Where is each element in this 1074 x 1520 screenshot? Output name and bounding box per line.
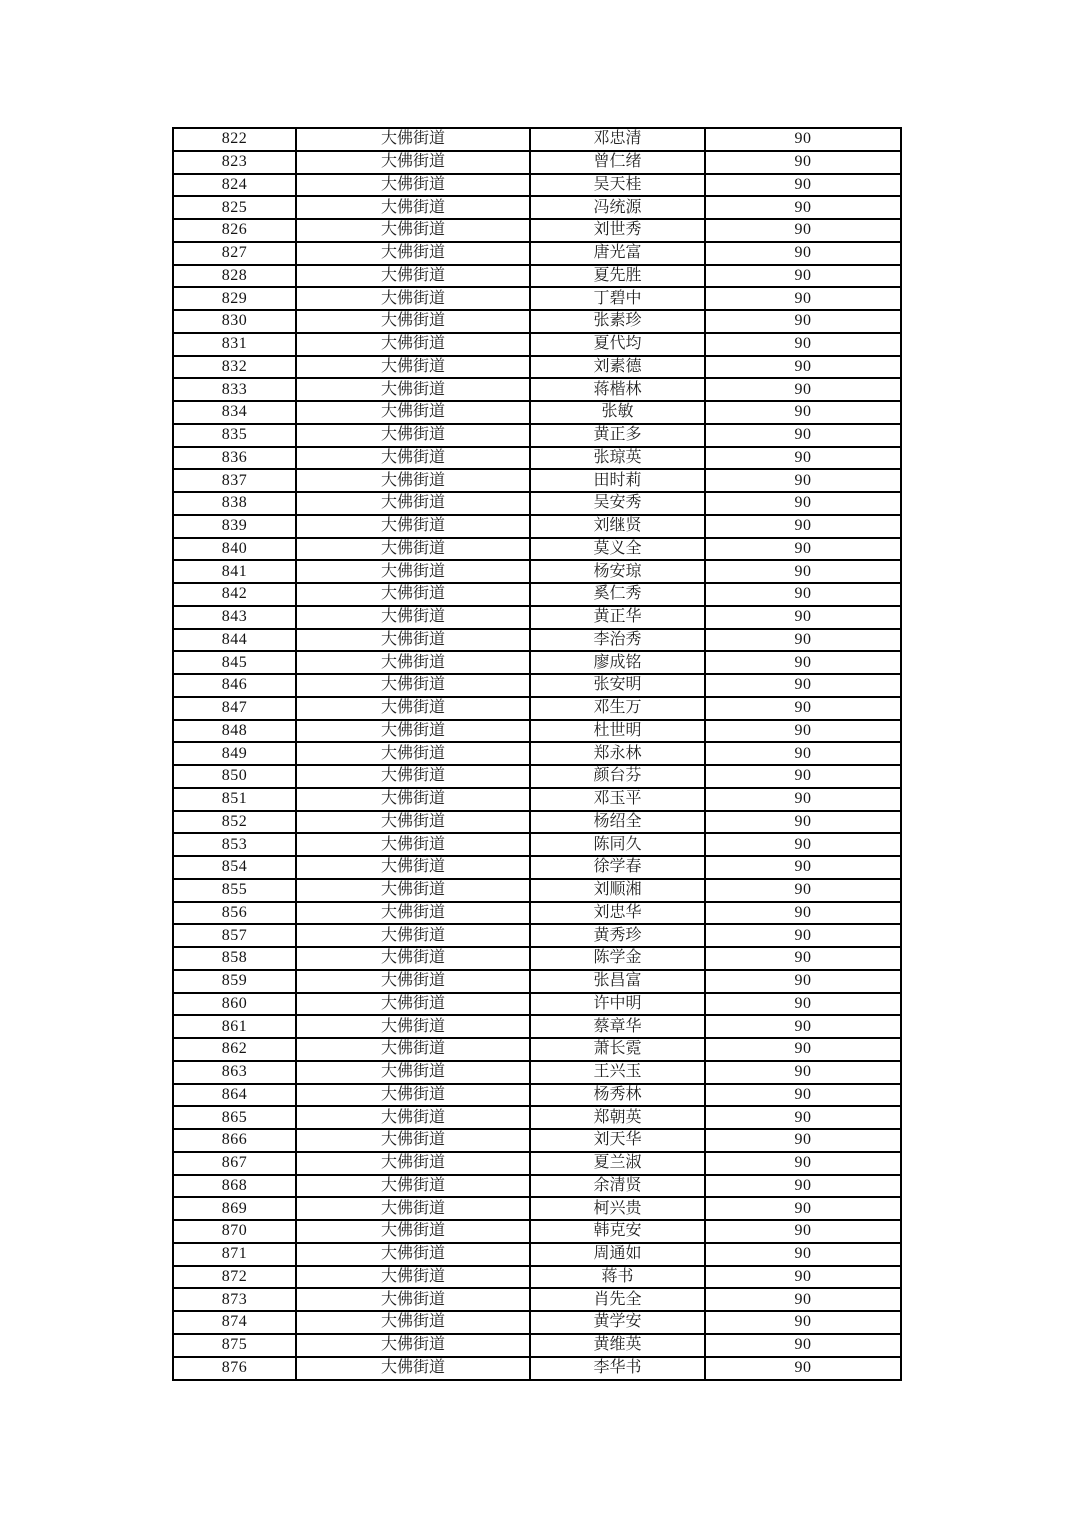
table-row bbox=[173, 1334, 901, 1357]
score-cell: 90 bbox=[705, 1152, 901, 1175]
score-cell: 90 bbox=[705, 265, 901, 288]
street-cell: 大佛街道 bbox=[296, 1084, 530, 1107]
table-row bbox=[173, 447, 901, 470]
name-cell: 杨安琼 bbox=[530, 560, 705, 583]
name-cell: 许中明 bbox=[530, 993, 705, 1016]
score-cell: 90 bbox=[705, 1175, 901, 1198]
table-row bbox=[173, 1266, 901, 1289]
name-cell: 柯兴贵 bbox=[530, 1197, 705, 1220]
name-cell: 邓玉平 bbox=[530, 788, 705, 811]
street-cell: 大佛街道 bbox=[296, 1220, 530, 1243]
score-cell: 90 bbox=[705, 720, 901, 743]
no-cell: 833 bbox=[173, 378, 296, 401]
score-cell: 90 bbox=[705, 1220, 901, 1243]
name-cell: 廖成铭 bbox=[530, 651, 705, 674]
score-cell: 90 bbox=[705, 583, 901, 606]
score-cell: 90 bbox=[705, 447, 901, 470]
score-cell: 90 bbox=[705, 1357, 901, 1381]
score-cell: 90 bbox=[705, 697, 901, 720]
street-cell: 大佛街道 bbox=[296, 242, 530, 265]
street-cell: 大佛街道 bbox=[296, 174, 530, 197]
no-cell: 853 bbox=[173, 833, 296, 856]
street-cell: 大佛街道 bbox=[296, 310, 530, 333]
score-cell: 90 bbox=[705, 560, 901, 583]
score-cell: 90 bbox=[705, 151, 901, 174]
score-cell: 90 bbox=[705, 469, 901, 492]
street-cell: 大佛街道 bbox=[296, 1106, 530, 1129]
street-cell: 大佛街道 bbox=[296, 492, 530, 515]
name-cell: 刘素德 bbox=[530, 356, 705, 379]
score-cell: 90 bbox=[705, 242, 901, 265]
score-cell: 90 bbox=[705, 1243, 901, 1266]
score-cell: 90 bbox=[705, 424, 901, 447]
score-cell: 90 bbox=[705, 401, 901, 424]
no-cell: 846 bbox=[173, 674, 296, 697]
street-cell: 大佛街道 bbox=[296, 833, 530, 856]
table-row bbox=[173, 1129, 901, 1152]
name-cell: 杨秀林 bbox=[530, 1084, 705, 1107]
no-cell: 825 bbox=[173, 196, 296, 219]
name-cell: 邓生万 bbox=[530, 697, 705, 720]
street-cell: 大佛街道 bbox=[296, 1061, 530, 1084]
no-cell: 855 bbox=[173, 879, 296, 902]
street-cell: 大佛街道 bbox=[296, 1152, 530, 1175]
street-cell: 大佛街道 bbox=[296, 1129, 530, 1152]
name-cell: 黄学安 bbox=[530, 1311, 705, 1334]
street-cell: 大佛街道 bbox=[296, 765, 530, 788]
score-cell: 90 bbox=[705, 1038, 901, 1061]
name-cell: 莫义全 bbox=[530, 538, 705, 561]
name-cell: 黄秀珍 bbox=[530, 924, 705, 947]
name-cell: 曾仁绪 bbox=[530, 151, 705, 174]
table-row bbox=[173, 651, 901, 674]
street-cell: 大佛街道 bbox=[296, 811, 530, 834]
table-row bbox=[173, 1038, 901, 1061]
no-cell: 838 bbox=[173, 492, 296, 515]
table-row bbox=[173, 1357, 901, 1381]
street-cell: 大佛街道 bbox=[296, 515, 530, 538]
table-row bbox=[173, 196, 901, 219]
score-cell: 90 bbox=[705, 492, 901, 515]
score-cell: 90 bbox=[705, 606, 901, 629]
table-row bbox=[173, 583, 901, 606]
table-row bbox=[173, 1243, 901, 1266]
street-cell: 大佛街道 bbox=[296, 924, 530, 947]
no-cell: 843 bbox=[173, 606, 296, 629]
street-cell: 大佛街道 bbox=[296, 1015, 530, 1038]
street-cell: 大佛街道 bbox=[296, 1243, 530, 1266]
table-row bbox=[173, 356, 901, 379]
table-row bbox=[173, 1175, 901, 1198]
score-cell: 90 bbox=[705, 811, 901, 834]
no-cell: 822 bbox=[173, 128, 296, 151]
table-row bbox=[173, 856, 901, 879]
street-cell: 大佛街道 bbox=[296, 651, 530, 674]
table-row bbox=[173, 492, 901, 515]
street-cell: 大佛街道 bbox=[296, 902, 530, 925]
table-row bbox=[173, 378, 901, 401]
table-row bbox=[173, 401, 901, 424]
no-cell: 840 bbox=[173, 538, 296, 561]
table-row bbox=[173, 1220, 901, 1243]
table-row bbox=[173, 128, 901, 151]
table-row bbox=[173, 720, 901, 743]
table-row bbox=[173, 174, 901, 197]
no-cell: 862 bbox=[173, 1038, 296, 1061]
table-row bbox=[173, 833, 901, 856]
score-cell: 90 bbox=[705, 1015, 901, 1038]
table-row bbox=[173, 1197, 901, 1220]
street-cell: 大佛街道 bbox=[296, 970, 530, 993]
no-cell: 848 bbox=[173, 720, 296, 743]
no-cell: 863 bbox=[173, 1061, 296, 1084]
score-cell: 90 bbox=[705, 219, 901, 242]
no-cell: 850 bbox=[173, 765, 296, 788]
no-cell: 873 bbox=[173, 1288, 296, 1311]
no-cell: 834 bbox=[173, 401, 296, 424]
score-cell: 90 bbox=[705, 538, 901, 561]
score-cell: 90 bbox=[705, 1084, 901, 1107]
name-cell: 夏先胜 bbox=[530, 265, 705, 288]
score-cell: 90 bbox=[705, 196, 901, 219]
name-cell: 邓忠清 bbox=[530, 128, 705, 151]
name-cell: 蒋书 bbox=[530, 1266, 705, 1289]
table-row bbox=[173, 151, 901, 174]
score-cell: 90 bbox=[705, 788, 901, 811]
no-cell: 845 bbox=[173, 651, 296, 674]
score-cell: 90 bbox=[705, 310, 901, 333]
table-row bbox=[173, 287, 901, 310]
score-cell: 90 bbox=[705, 1288, 901, 1311]
name-cell: 冯统源 bbox=[530, 196, 705, 219]
street-cell: 大佛街道 bbox=[296, 606, 530, 629]
no-cell: 835 bbox=[173, 424, 296, 447]
name-cell: 吴安秀 bbox=[530, 492, 705, 515]
score-cell: 90 bbox=[705, 902, 901, 925]
score-cell: 90 bbox=[705, 947, 901, 970]
table-row bbox=[173, 788, 901, 811]
name-cell: 张琼英 bbox=[530, 447, 705, 470]
no-cell: 857 bbox=[173, 924, 296, 947]
no-cell: 867 bbox=[173, 1152, 296, 1175]
score-cell: 90 bbox=[705, 742, 901, 765]
no-cell: 836 bbox=[173, 447, 296, 470]
name-cell: 周通如 bbox=[530, 1243, 705, 1266]
name-cell: 王兴玉 bbox=[530, 1061, 705, 1084]
table-row bbox=[173, 674, 901, 697]
no-cell: 824 bbox=[173, 174, 296, 197]
table-row bbox=[173, 811, 901, 834]
name-cell: 蔡章华 bbox=[530, 1015, 705, 1038]
name-cell: 唐光富 bbox=[530, 242, 705, 265]
name-cell: 黄正华 bbox=[530, 606, 705, 629]
table-row bbox=[173, 242, 901, 265]
table-row bbox=[173, 1015, 901, 1038]
no-cell: 829 bbox=[173, 287, 296, 310]
score-cell: 90 bbox=[705, 287, 901, 310]
score-cell: 90 bbox=[705, 924, 901, 947]
score-cell: 90 bbox=[705, 765, 901, 788]
table-row bbox=[173, 333, 901, 356]
name-cell: 张敏 bbox=[530, 401, 705, 424]
score-cell: 90 bbox=[705, 1061, 901, 1084]
score-cell: 90 bbox=[705, 1129, 901, 1152]
score-cell: 90 bbox=[705, 856, 901, 879]
street-cell: 大佛街道 bbox=[296, 219, 530, 242]
table-row bbox=[173, 538, 901, 561]
street-cell: 大佛街道 bbox=[296, 356, 530, 379]
no-cell: 826 bbox=[173, 219, 296, 242]
table-row bbox=[173, 742, 901, 765]
name-cell: 郑朝英 bbox=[530, 1106, 705, 1129]
table-row bbox=[173, 1288, 901, 1311]
no-cell: 852 bbox=[173, 811, 296, 834]
table-row bbox=[173, 902, 901, 925]
no-cell: 859 bbox=[173, 970, 296, 993]
no-cell: 866 bbox=[173, 1129, 296, 1152]
table-row bbox=[173, 560, 901, 583]
name-cell: 徐学春 bbox=[530, 856, 705, 879]
name-cell: 刘继贤 bbox=[530, 515, 705, 538]
name-cell: 田时莉 bbox=[530, 469, 705, 492]
name-cell: 郑永林 bbox=[530, 742, 705, 765]
name-cell: 张昌富 bbox=[530, 970, 705, 993]
table-row bbox=[173, 265, 901, 288]
score-cell: 90 bbox=[705, 1311, 901, 1334]
no-cell: 849 bbox=[173, 742, 296, 765]
name-cell: 刘天华 bbox=[530, 1129, 705, 1152]
table-row bbox=[173, 1084, 901, 1107]
street-cell: 大佛街道 bbox=[296, 287, 530, 310]
no-cell: 851 bbox=[173, 788, 296, 811]
table-row bbox=[173, 310, 901, 333]
street-cell: 大佛街道 bbox=[296, 879, 530, 902]
name-cell: 蒋楷林 bbox=[530, 378, 705, 401]
no-cell: 874 bbox=[173, 1311, 296, 1334]
table-row bbox=[173, 219, 901, 242]
no-cell: 868 bbox=[173, 1175, 296, 1198]
table-row bbox=[173, 1152, 901, 1175]
street-cell: 大佛街道 bbox=[296, 629, 530, 652]
name-cell: 李华书 bbox=[530, 1357, 705, 1381]
score-cell: 90 bbox=[705, 629, 901, 652]
table-row bbox=[173, 515, 901, 538]
no-cell: 875 bbox=[173, 1334, 296, 1357]
name-cell: 黄维英 bbox=[530, 1334, 705, 1357]
street-cell: 大佛街道 bbox=[296, 993, 530, 1016]
name-cell: 张安明 bbox=[530, 674, 705, 697]
score-cell: 90 bbox=[705, 1106, 901, 1129]
no-cell: 870 bbox=[173, 1220, 296, 1243]
table-row bbox=[173, 879, 901, 902]
score-cell: 90 bbox=[705, 378, 901, 401]
table-row bbox=[173, 1106, 901, 1129]
table-row bbox=[173, 1061, 901, 1084]
name-cell: 杨绍全 bbox=[530, 811, 705, 834]
name-cell: 陈学金 bbox=[530, 947, 705, 970]
no-cell: 872 bbox=[173, 1266, 296, 1289]
street-cell: 大佛街道 bbox=[296, 128, 530, 151]
name-cell: 颜台芬 bbox=[530, 765, 705, 788]
score-cell: 90 bbox=[705, 356, 901, 379]
name-cell: 韩克安 bbox=[530, 1220, 705, 1243]
street-cell: 大佛街道 bbox=[296, 947, 530, 970]
table-row bbox=[173, 970, 901, 993]
name-cell: 吴天桂 bbox=[530, 174, 705, 197]
name-cell: 余清贤 bbox=[530, 1175, 705, 1198]
no-cell: 839 bbox=[173, 515, 296, 538]
table-row bbox=[173, 629, 901, 652]
no-cell: 861 bbox=[173, 1015, 296, 1038]
street-cell: 大佛街道 bbox=[296, 697, 530, 720]
street-cell: 大佛街道 bbox=[296, 720, 530, 743]
street-cell: 大佛街道 bbox=[296, 1038, 530, 1061]
name-cell: 夏兰淑 bbox=[530, 1152, 705, 1175]
street-cell: 大佛街道 bbox=[296, 1175, 530, 1198]
no-cell: 864 bbox=[173, 1084, 296, 1107]
street-cell: 大佛街道 bbox=[296, 196, 530, 219]
score-cell: 90 bbox=[705, 993, 901, 1016]
no-cell: 869 bbox=[173, 1197, 296, 1220]
table-row bbox=[173, 469, 901, 492]
no-cell: 844 bbox=[173, 629, 296, 652]
no-cell: 837 bbox=[173, 469, 296, 492]
score-cell: 90 bbox=[705, 651, 901, 674]
street-cell: 大佛街道 bbox=[296, 333, 530, 356]
table-row bbox=[173, 947, 901, 970]
street-cell: 大佛街道 bbox=[296, 378, 530, 401]
street-cell: 大佛街道 bbox=[296, 151, 530, 174]
roster-table-body bbox=[173, 128, 901, 1380]
no-cell: 828 bbox=[173, 265, 296, 288]
name-cell: 杜世明 bbox=[530, 720, 705, 743]
street-cell: 大佛街道 bbox=[296, 424, 530, 447]
no-cell: 841 bbox=[173, 560, 296, 583]
no-cell: 860 bbox=[173, 993, 296, 1016]
table-row bbox=[173, 765, 901, 788]
score-cell: 90 bbox=[705, 1334, 901, 1357]
score-cell: 90 bbox=[705, 1197, 901, 1220]
table-row bbox=[173, 993, 901, 1016]
street-cell: 大佛街道 bbox=[296, 742, 530, 765]
street-cell: 大佛街道 bbox=[296, 401, 530, 424]
street-cell: 大佛街道 bbox=[296, 1288, 530, 1311]
name-cell: 刘忠华 bbox=[530, 902, 705, 925]
table-row bbox=[173, 1311, 901, 1334]
street-cell: 大佛街道 bbox=[296, 447, 530, 470]
no-cell: 831 bbox=[173, 333, 296, 356]
no-cell: 871 bbox=[173, 1243, 296, 1266]
score-cell: 90 bbox=[705, 879, 901, 902]
table-row bbox=[173, 697, 901, 720]
score-cell: 90 bbox=[705, 333, 901, 356]
street-cell: 大佛街道 bbox=[296, 1197, 530, 1220]
street-cell: 大佛街道 bbox=[296, 469, 530, 492]
score-cell: 90 bbox=[705, 515, 901, 538]
street-cell: 大佛街道 bbox=[296, 265, 530, 288]
table-row bbox=[173, 424, 901, 447]
name-cell: 夏代均 bbox=[530, 333, 705, 356]
no-cell: 856 bbox=[173, 902, 296, 925]
name-cell: 奚仁秀 bbox=[530, 583, 705, 606]
street-cell: 大佛街道 bbox=[296, 538, 530, 561]
name-cell: 张素珍 bbox=[530, 310, 705, 333]
street-cell: 大佛街道 bbox=[296, 674, 530, 697]
street-cell: 大佛街道 bbox=[296, 583, 530, 606]
score-cell: 90 bbox=[705, 970, 901, 993]
score-cell: 90 bbox=[705, 674, 901, 697]
name-cell: 肖先全 bbox=[530, 1288, 705, 1311]
name-cell: 丁碧中 bbox=[530, 287, 705, 310]
name-cell: 李治秀 bbox=[530, 629, 705, 652]
name-cell: 陈同久 bbox=[530, 833, 705, 856]
roster-table bbox=[172, 127, 902, 1381]
score-cell: 90 bbox=[705, 833, 901, 856]
no-cell: 858 bbox=[173, 947, 296, 970]
street-cell: 大佛街道 bbox=[296, 856, 530, 879]
no-cell: 876 bbox=[173, 1357, 296, 1381]
street-cell: 大佛街道 bbox=[296, 1334, 530, 1357]
no-cell: 842 bbox=[173, 583, 296, 606]
no-cell: 865 bbox=[173, 1106, 296, 1129]
street-cell: 大佛街道 bbox=[296, 788, 530, 811]
name-cell: 刘世秀 bbox=[530, 219, 705, 242]
street-cell: 大佛街道 bbox=[296, 560, 530, 583]
name-cell: 黄正多 bbox=[530, 424, 705, 447]
name-cell: 萧长霓 bbox=[530, 1038, 705, 1061]
no-cell: 830 bbox=[173, 310, 296, 333]
table-row bbox=[173, 924, 901, 947]
name-cell: 刘顺湘 bbox=[530, 879, 705, 902]
street-cell: 大佛街道 bbox=[296, 1357, 530, 1381]
score-cell: 90 bbox=[705, 174, 901, 197]
street-cell: 大佛街道 bbox=[296, 1311, 530, 1334]
street-cell: 大佛街道 bbox=[296, 1266, 530, 1289]
no-cell: 827 bbox=[173, 242, 296, 265]
no-cell: 847 bbox=[173, 697, 296, 720]
score-cell: 90 bbox=[705, 1266, 901, 1289]
no-cell: 854 bbox=[173, 856, 296, 879]
no-cell: 832 bbox=[173, 356, 296, 379]
no-cell: 823 bbox=[173, 151, 296, 174]
score-cell: 90 bbox=[705, 128, 901, 151]
table-row bbox=[173, 606, 901, 629]
